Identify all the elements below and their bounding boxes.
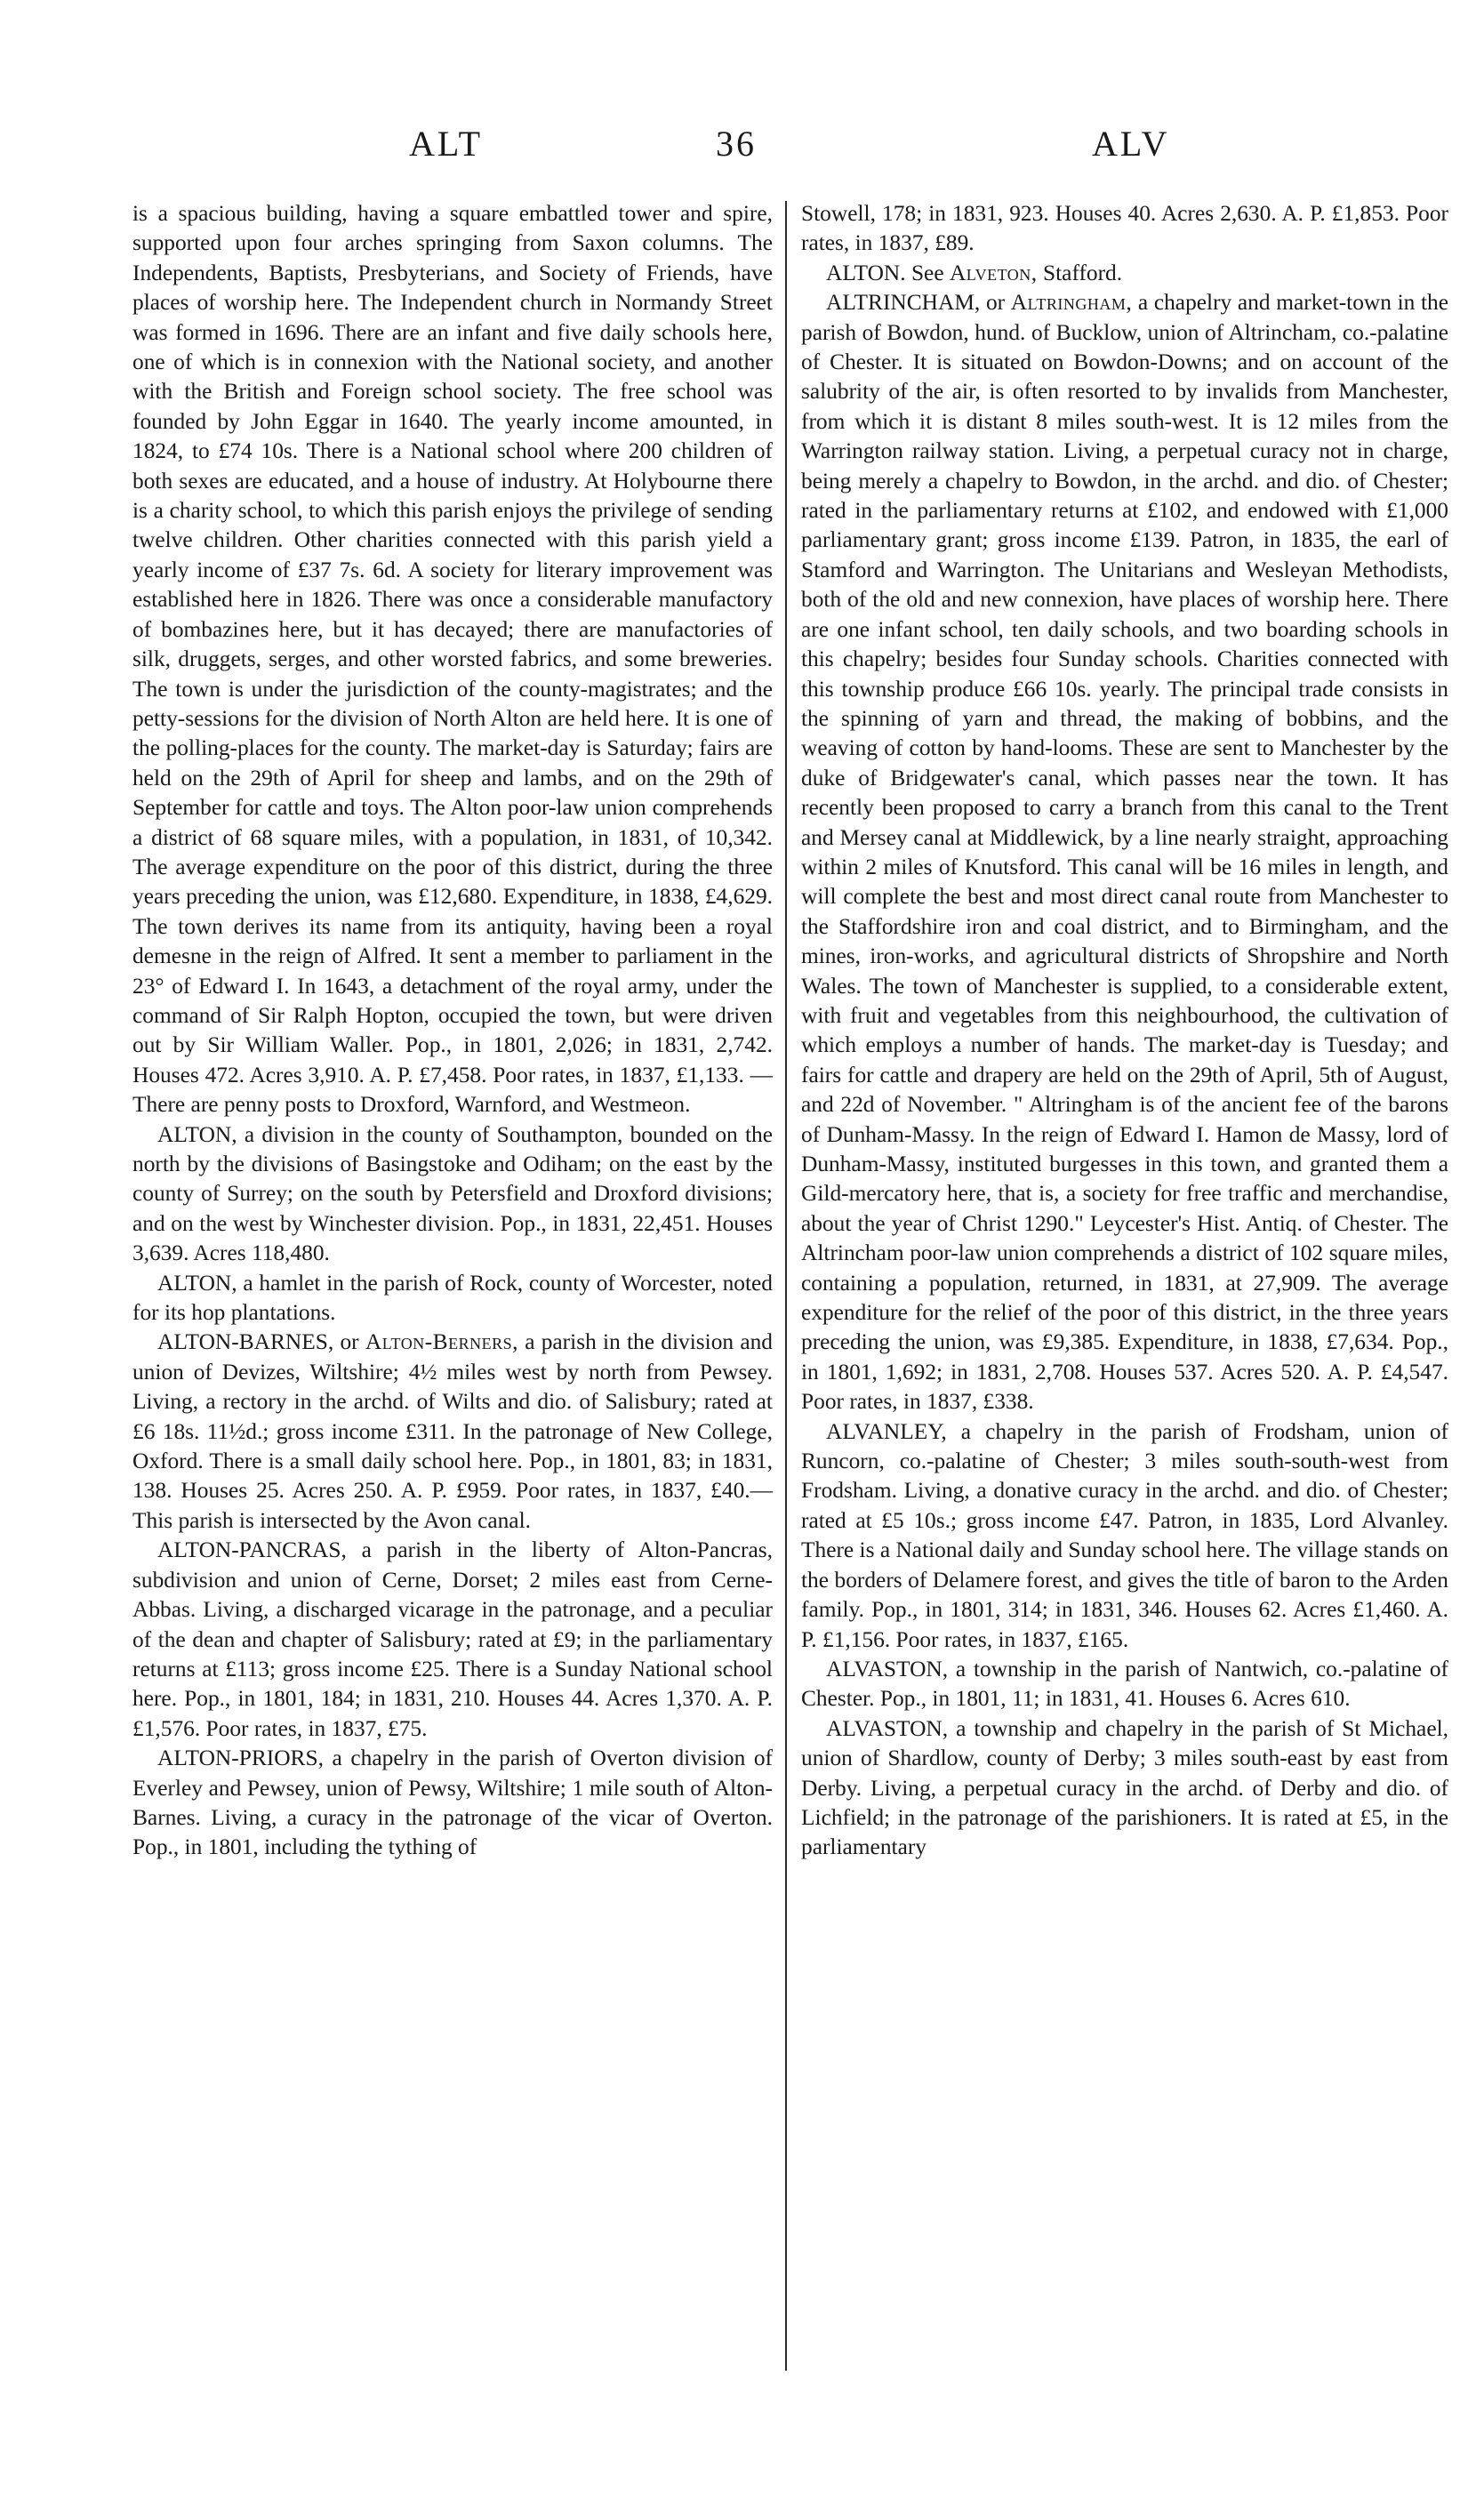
gazetteer-entry (132, 1120, 773, 1269)
gazetteer-entry (132, 1269, 773, 1328)
header-left-guideword: ALT (409, 124, 484, 164)
entry-text: See (905, 260, 950, 285)
entry-text: a chapelry in the parish of Frodsham, union of Runcorn, co.-palatine of Chester; 3 miles south-south-west from Frodsham. Living, a donative curacy in the archd. and dio. of Chester; rated at £5 10s.; gross income £47. Patron, in 1835, Lord Alvanley. There is a National daily and Sunday school here. The village stands on the borders of Delamere forest, and gives the title of baron to the Arden family. Pop., in 1801, 314; in 1831, 346. Houses 62. Acres £1,460. A. P. £1,156. Poor rates, in 1837, £165. (801, 1418, 1448, 1652)
gazetteer-entry (801, 259, 1448, 288)
column-divider (785, 201, 787, 2371)
entry-cross-reference: Alveton, (949, 260, 1038, 285)
entry-text: a parish in the liberty of Alton-Pancras, subdivision and union of Cerne, Dorset; 2 miles east from Cerne-Abbas. Living, a discharged vicarage in the patronage, and a peculiar of the dean and chapter of Salisbury; rated at £9; in the parliamentary returns at £113; gross income £25. There is a Sunday National school here. Pop., in 1801, 184; in 1831, 210. Houses 44. Acres 1,370. A. P. £1,576. Poor rates, in 1837, £75. (132, 1537, 773, 1741)
gazetteer-entry (801, 1655, 1448, 1714)
entry-text: or (980, 290, 1011, 316)
entry-text: a division in the county of Southampton, bounded on the north by the divisions of Basingstoke and Odiham; on the east by the county of Surrey; on the south by Petersfield and Droxford divisions; and on the west by Winchester division. Pop., in 1831, 22,451. Houses 3,639. Acres 118,480. (132, 1121, 773, 1266)
entry-text: a township in the parish of Nantwich, co.-palatine of Chester. Pop., in 1801, 11; in 1831, 41. Houses 6. Acres 610. (801, 1656, 1448, 1712)
entry-text: a chapelry in the parish of Overton division of Everley and Pewsey, union of Pewsy, Wiltshire; 1 mile south of Alton-Barnes. Living, a curacy in the patronage of the vicar of Overton. Pop., in 1801, including the tything of (132, 1746, 773, 1860)
entry-headword: ALVASTON, (826, 1656, 949, 1681)
page-number: 36 (716, 124, 757, 164)
entry-headword: ALTON-BARNES, (157, 1329, 334, 1355)
entry-alternate-name: Alton-Berners, (365, 1329, 518, 1355)
entry-headword: ALTON-PRIORS, (157, 1746, 324, 1771)
entry-text: a township and chapelry in the parish of St Michael, union of Shardlow, county of Derby; 3 miles south-east by east from Derby. Living, a perpetual curacy in the archd. of Derby and dio. of Lichfield; in the patronage of the parishioners. It is rated at £5, in the parliamentary (801, 1715, 1448, 1860)
entry-text: Stafford. (1037, 260, 1123, 285)
continued-entry: Stowell, 178; in 1831, 923. Houses 40. Acres 2,630. A. P. £1,853. Poor rates, in 1837, £89. (801, 201, 1448, 256)
entry-headword: ALTON, (157, 1121, 237, 1147)
entry-alternate-name: Altringham, (1010, 290, 1133, 316)
entry-headword: ALTON-PANCRAS, (157, 1537, 347, 1563)
header-right-guideword: ALV (1092, 124, 1170, 164)
gazetteer-entry (801, 1417, 1448, 1655)
gazetteer-entry (801, 1714, 1448, 1863)
entry-text: a chapelry and market-town in the parish of Bowdon, hund. of Bucklow, union of Altrincham, co.-palatine of Chester. It is situated on Bowdon-Downs; and on account of the salubrity of the air, is often resorted to by invalids from Manchester, from which it is distant 8 miles south-west. It is 12 miles from the Warrington railway station. Living, a perpetual curacy not in charge, being merely a chapelry to Bowdon, in the archd. and dio. of Chester; rated in the parliamentary returns at £102, and endowed with £1,000 parliamentary grant; gross income £139. Patron, in 1835, the earl of Stamford and Warrington. The Unitarians and Wesleyan Methodists, both of the old and new connexion, have places of worship here. There are one infant school, ten daily schools, and two boarding schools in this chapelry; besides four Sunday schools. Charities connected with this township produce £66 10s. yearly. The principal trade consists in the spinning of yarn and thread, the making of bobbins, and the weaving of cotton by hand-looms. These are sent to Manchester by the duke of Bridgewater's canal, which passes near the town. It has recently been proposed to carry a branch from this canal to the Trent and Mersey canal at Middlewick, by a line nearly straight, approaching within 2 miles of Knutsford. This canal will be 16 miles in length, and will complete the best and most direct canal route from Manchester to the Staffordshire iron and coal district, and to Birmingham, and the mines, iron-works, and agricultural districts of Shropshire and North Wales. The town of Manchester is supplied, to a considerable extent, with fruit and vegetables from this neighbourhood, the cultivation of which employs a number of hands. The market-day is Tuesday; and fairs for cattle and drapery are held on the 29th of April, 5th of August, and 22d of November. " Altringham is of the ancient fee of the barons of Dunham-Massy. In the reign of Edward I. Hamon de Massy, lord of Dunham-Massy, instituted burgesses in this town, and granted them a Gild-mercatory here, that is, a society for free traffic and merchandise, about the year of Christ 1290." Leycester's Hist. Antiq. of Chester. The Altrincham poor-law union comprehends a district of 102 square miles, containing a population, returned, in 1831, at 27,909. The average expenditure for the relief of the poor of this district, in the three years preceding the union, was £9,385. Expenditure, in 1838, £7,634. Pop., in 1801, 1,692; in 1831, 2,708. Houses 537. Acres 520. A. P. £4,547. Poor rates, in 1837, £338. (801, 290, 1448, 1415)
continued-entry: is a spacious building, having a square embattled tower and spire, supported upon four arches springing from Saxon columns. The Independents, Baptists, Presbyterians, and Society of Friends, have places of worship here. The Independent church in Normandy Street was formed in 1696. There are an infant and five daily schools here, one of which is in connexion with the National society, and another with the British and Foreign school society. The free school was founded by John Eggar in 1640. The yearly income amounted, in 1824, to £74 10s. There is a National school where 200 children of both sexes are educated, and a house of industry. At Holybourne there is a charity school, to which this parish enjoys the privilege of sending twelve children. Other charities connected with this parish yield a yearly income of £37 7s. 6d. A society for literary improvement was established here in 1826. There was once a considerable manufactory of bombazines here, but it has decayed; there are manufactories of silk, druggets, serges, and other worsted fabrics, and some breweries. The town is under the jurisdiction of the county-magistrates; and the petty-sessions for the division of North Alton are held here. It is one of the polling-places for the county. The market-day is Saturday; fairs are held on the 29th of April for sheep and lambs, and on the 29th of September for cattle and toys. The Alton poor-law union comprehends a district of 68 square miles, with a population, in 1831, of 10,342. The average expenditure on the poor of this district, during the three years preceding the union, was £12,680. Expenditure, in 1838, £4,629. The town derives its name from its antiquity, having been a royal demesne in the reign of Alfred. It sent a member to parliament in the 23° of Edward I. In 1643, a detachment of the royal army, under the command of Sir Ralph Hopton, occupied the town, but were driven out by Sir William Waller. Pop., in 1801, 2,026; in 1831, 2,742. Houses 472. Acres 3,910. A. P. £7,458. Poor rates, in 1837, £1,133. —There are penny posts to Droxford, Warnford, and Westmeon. (132, 201, 773, 1118)
gazetteer-entry (132, 1536, 773, 1744)
right-column (801, 199, 1448, 1863)
gazetteer-entry (801, 288, 1448, 1417)
left-column (132, 199, 773, 1863)
entry-text: a parish in the division and union of Devizes, Wiltshire; 4½ miles west by north from Pewsey. Living, a rectory in the archd. of Wilts and dio. of Salisbury; rated at £6 18s. 11½d.; gross income £311. In the patronage of New College, Oxford. There is a small daily school here. Pop., in 1801, 83; in 1831, 138. Houses 25. Acres 250. A. P. £959. Poor rates, in 1837, £40.—This parish is intersected by the Avon canal. (132, 1329, 773, 1533)
gazetteer-entry (132, 1328, 773, 1536)
page-header (0, 123, 1484, 176)
gazetteer-entry (132, 1744, 773, 1863)
entry-headword: ALVASTON, (826, 1715, 949, 1741)
entry-headword: ALTON. (826, 260, 906, 285)
entry-headword: ALVANLEY, (826, 1418, 947, 1444)
entry-headword: ALTON, (157, 1270, 237, 1296)
entry-text: or (333, 1329, 365, 1355)
entry-text: a hamlet in the parish of Rock, county of Worcester, noted for its hop plantations. (132, 1270, 773, 1326)
entry-headword: ALTRINCHAM, (826, 290, 981, 316)
